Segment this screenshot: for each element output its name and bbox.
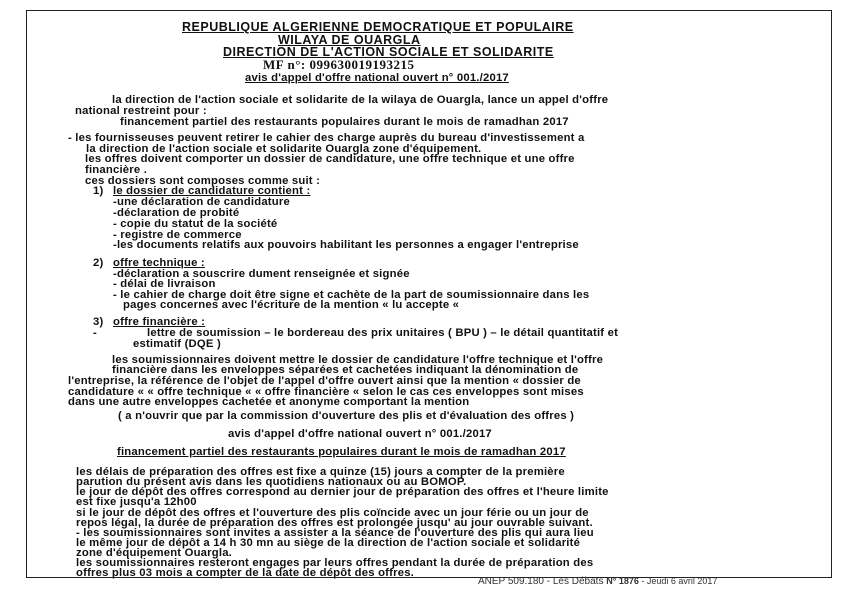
delais-line: les soumissionnaires resteront engages par leurs offres pendant la durée de préparation des bbox=[76, 557, 594, 569]
section1-item: -déclaration de probité bbox=[113, 207, 240, 219]
footer-issue-number: N° 1876 bbox=[606, 576, 639, 586]
header-direction: DIRECTION DE L'ACTION SOCIALE ET SOLIDARITE bbox=[223, 45, 554, 59]
section3-bullet: - bbox=[93, 327, 97, 339]
section2-title: offre technique : bbox=[113, 257, 205, 269]
delais-line: est fixe jusqu'a 12h00 bbox=[76, 496, 197, 508]
publication-footer bbox=[478, 576, 717, 587]
delais-line: si le jour de dépôt des offres et l'ouverture des plis coïncide avec un jour férie ou un jour de bbox=[76, 507, 589, 519]
intro-line-1: la direction de l'action sociale et solidarite de la wilaya de Ouargla, lance un appel d'offre bbox=[112, 94, 609, 106]
intro-line-3: financement partiel des restaurants populaires durant le mois de ramadhan 2017 bbox=[120, 116, 569, 128]
delais-line: les délais de préparation des offres est fixe a quinze (15) jours a compter de la première bbox=[76, 466, 565, 478]
footer-ref: ANEP 509.180 - Les Débats bbox=[478, 576, 604, 587]
section3-line-1: lettre de soumission – le bordereau des prix unitaires ( BPU ) – le détail quantitatif et bbox=[147, 327, 619, 339]
retrait-line-1: - les fournisseuses peuvent retirer le cahier des charge auprès du bureau d'investissement a bbox=[68, 132, 585, 144]
section1-item: -les documents relatifs aux pouvoirs habilitant les personnes a engager l'entreprise bbox=[113, 239, 579, 251]
delais-line: le jour de dépôt des offres correspond au dernier jour de préparation des offres et l'heure limite bbox=[76, 486, 609, 498]
delais-line: - les soumissionnaires sont invites a assister a la séance de l'ouverture des plis qui aura lieu bbox=[76, 527, 594, 539]
section1-number: 1) bbox=[93, 185, 104, 197]
delais-line: zone d'équipement Ouargla. bbox=[76, 547, 233, 559]
header-mf: MF n°: 099630019193215 bbox=[263, 57, 415, 72]
delais-line: parution du présent avis dans les quotidiens nationaux ou au BOMOP. bbox=[76, 476, 467, 488]
header-wilaya: WILAYA DE OUARGLA bbox=[278, 33, 421, 47]
section1-item: - copie du statut de la société bbox=[113, 218, 278, 230]
soumission-line-4: candidature « « offre technique « « offre financière « selon le cas ces enveloppes sont mises bbox=[68, 386, 584, 398]
soumission-line-1: les soumissionnaires doivent mettre le dossier de candidature l'offre technique et l'offre bbox=[112, 354, 604, 366]
financement-title: financement partiel des restaurants populaires durant le mois de ramadhan 2017 bbox=[117, 446, 566, 458]
retrait-line-2: la direction de l'action sociale et solidarite Ouargla zone d'équipement. bbox=[86, 143, 482, 155]
delais-line: offres plus 03 mois a compter de la date de dépôt des offres. bbox=[76, 567, 415, 579]
footer-date: - Jeudi 6 avril 2017 bbox=[638, 576, 718, 586]
section2-number: 2) bbox=[93, 257, 104, 269]
section3-number: 3) bbox=[93, 316, 104, 328]
intro-line-2: national restreint pour : bbox=[75, 105, 207, 117]
section2-item: -déclaration a souscrire dument renseignée et signée bbox=[113, 268, 410, 280]
retrait-line-4: financière . bbox=[85, 164, 148, 176]
soumission-line-3: l'entreprise, la référence de l'objet de l'appel d'offre ouvert ainsi que la mention « dossier de bbox=[68, 375, 581, 387]
section1-item: -une déclaration de candidature bbox=[113, 196, 290, 208]
section1-title: le dossier de candidature contient : bbox=[113, 185, 311, 197]
section2-item: - le cahier de charge doit être signe et cachète de la part de soumissionnaire dans les bbox=[113, 289, 590, 301]
section3-title: offre financière : bbox=[113, 316, 206, 328]
section2-item: pages concernes avec l'écriture de la mention « lu accepte « bbox=[123, 299, 460, 311]
section1-item: - registre de commerce bbox=[113, 229, 242, 241]
section2-item: - délai de livraison bbox=[113, 278, 216, 290]
mention-line: ( a n'ouvrir que par la commission d'ouverture des plis et d'évaluation des offres ) bbox=[118, 410, 575, 422]
delais-line: le même jour de dépôt a 14 h 30 mn au siège de la direction de l'action sociale et solidarité bbox=[76, 537, 581, 549]
header-republic: REPUBLIQUE ALGERIENNE DEMOCRATIQUE ET POPULAIRE bbox=[182, 20, 574, 34]
soumission-line-2: financière dans les enveloppes séparées et cachetées indiquant la dénomination de bbox=[112, 364, 579, 376]
delais-line: repos légal, la durée de préparation des offres est prolongée jusqu' au jour ouvrable suivant. bbox=[76, 517, 593, 529]
retrait-line-5: ces dossiers sont composes comme suit : bbox=[85, 175, 321, 187]
avis-title: avis d'appel d'offre national ouvert n° 001./2017 bbox=[245, 72, 509, 84]
retrait-line-3: les offres doivent comporter un dossier de candidature, une offre technique et une offre bbox=[85, 153, 575, 165]
soumission-line-5: dans une autre enveloppes cachetée et anonyme comportant la mention bbox=[68, 396, 470, 408]
avis-title-2: avis d'appel d'offre national ouvert n° 001./2017 bbox=[228, 428, 492, 440]
section3-line-2: estimatif (DQE ) bbox=[133, 338, 221, 350]
